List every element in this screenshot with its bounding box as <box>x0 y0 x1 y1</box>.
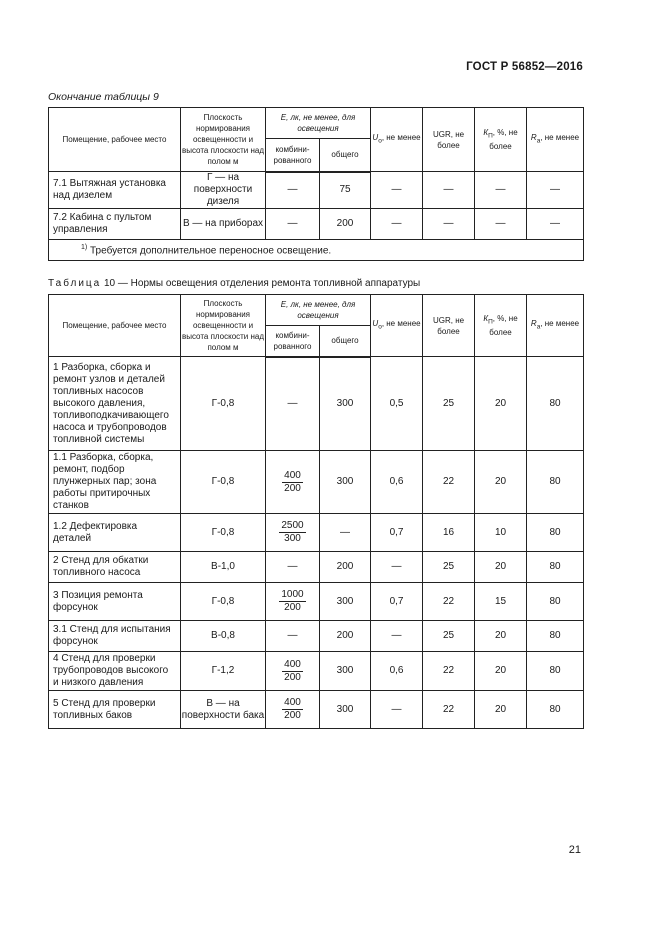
cell-combined: — <box>266 357 320 451</box>
cell-combined <box>266 691 320 729</box>
cell-combined <box>266 451 320 514</box>
header-ra: $R_a$, не менее <box>527 295 584 357</box>
cell-general: 200 <box>320 552 371 583</box>
cell-ra: — <box>527 172 584 209</box>
table-row <box>49 583 584 621</box>
cell-kp: 20 <box>475 621 527 652</box>
cell-uo: — <box>371 552 423 583</box>
cell-room: 7.2 Кабина с пультом управления <box>49 209 181 240</box>
header-ugr: UGR, не более <box>423 108 475 172</box>
fraction-numerator: 400 <box>284 658 301 670</box>
cell-room: 1.1 Разборка, сборка, ремонт, подбор плунжерных пар; зона работы притирочных станков <box>49 451 181 514</box>
cell-general: 300 <box>320 652 371 691</box>
cell-uo: 0,6 <box>371 652 423 691</box>
cell-uo: 0,7 <box>371 583 423 621</box>
fraction-denominator: 300 <box>284 533 301 544</box>
table-10 <box>48 294 584 729</box>
cell-room: 1 Разборка, сборка и ремонт узлов и деталей топливных насосов высокого давления, топливоподкачивающего насоса и трубопроводов топливной системы <box>49 357 181 451</box>
cell-uo: 0,6 <box>371 451 423 514</box>
cell-general: 300 <box>320 583 371 621</box>
table-row <box>49 652 584 691</box>
document-code: ГОСТ Р 56852—2016 <box>466 61 583 73</box>
header-ugr: UGR, не более <box>423 295 475 357</box>
cell-combined <box>266 583 320 621</box>
cell-plane: Г-0,8 <box>181 451 266 514</box>
cell-ra: 80 <box>527 652 584 691</box>
cell-ra: 80 <box>527 357 584 451</box>
cell-combined: — <box>266 172 320 209</box>
cell-ra: 80 <box>527 514 584 552</box>
cell-ugr: 22 <box>423 451 475 514</box>
cell-ra: 80 <box>527 691 584 729</box>
cell-plane: Г-0,8 <box>181 357 266 451</box>
table-row <box>49 209 584 240</box>
cell-plane: Г-1,2 <box>181 652 266 691</box>
cell-ugr: — <box>423 172 475 209</box>
cell-kp: — <box>475 172 527 209</box>
header-kp: $К_П$, %, не более <box>475 108 527 172</box>
header-uo: $U_o$, не менее <box>371 295 423 357</box>
cell-ugr: 25 <box>423 621 475 652</box>
cell-room: 3.1 Стенд для испытания форсунок <box>49 621 181 652</box>
cell-ugr: — <box>423 209 475 240</box>
cell-ugr: 25 <box>423 357 475 451</box>
fraction-numerator: 1000 <box>281 589 304 600</box>
cell-combined <box>266 514 320 552</box>
header-plane: Плоскость нормирования освещенности и высота плоскости над полом м <box>181 108 266 172</box>
header-general: общего <box>320 139 371 172</box>
page-number: 21 <box>568 844 581 856</box>
illuminance-fraction <box>282 470 303 495</box>
fraction-denominator: 200 <box>284 482 301 494</box>
cell-combined: — <box>266 552 320 583</box>
fraction-denominator: 200 <box>284 602 301 613</box>
cell-plane: Г — на поверхности дизеля <box>181 172 266 209</box>
cell-kp: 15 <box>475 583 527 621</box>
cell-general: 300 <box>320 451 371 514</box>
cell-ra: — <box>527 209 584 240</box>
fraction-denominator: 200 <box>284 671 301 683</box>
cell-kp: 20 <box>475 652 527 691</box>
illuminance-fraction <box>282 659 303 684</box>
header-uo: $U_o$, не менее <box>371 108 423 172</box>
header-illuminance: E, лк, не менее, для освещения <box>266 295 371 326</box>
cell-uo: — <box>371 621 423 652</box>
cell-plane: Г-0,8 <box>181 514 266 552</box>
cell-general: 300 <box>320 357 371 451</box>
cell-combined: — <box>266 621 320 652</box>
cell-kp: 20 <box>475 691 527 729</box>
table-row <box>49 621 584 652</box>
cell-plane: В-0,8 <box>181 621 266 652</box>
cell-uo: 0,7 <box>371 514 423 552</box>
header-ra: $R_a$, не менее <box>527 108 584 172</box>
cell-ugr: 25 <box>423 552 475 583</box>
header-kp: $К_П$, %, не более <box>475 295 527 357</box>
table-row <box>49 552 584 583</box>
table9-continuation-caption: Окончание таблицы 9 <box>48 91 159 103</box>
header-plane: Плоскость нормирования освещенности и высота плоскости над полом м <box>181 295 266 357</box>
header-combined: комбини-рованного <box>266 139 320 172</box>
illuminance-fraction <box>279 520 305 545</box>
cell-combined: — <box>266 209 320 240</box>
table-row <box>49 514 584 552</box>
cell-room: 2 Стенд для обкатки топливного насоса <box>49 552 181 583</box>
table-row <box>49 451 584 514</box>
cell-plane: Г-0,8 <box>181 583 266 621</box>
table-row <box>49 172 584 209</box>
cell-general: 200 <box>320 209 371 240</box>
cell-combined <box>266 652 320 691</box>
table-row <box>49 691 584 729</box>
cell-plane: В-1,0 <box>181 552 266 583</box>
cell-ugr: 22 <box>423 583 475 621</box>
cell-ra: 80 <box>527 451 584 514</box>
cell-kp: 20 <box>475 357 527 451</box>
fraction-numerator: 400 <box>284 697 301 708</box>
cell-general: 300 <box>320 691 371 729</box>
cell-general: 200 <box>320 621 371 652</box>
cell-ra: 80 <box>527 621 584 652</box>
cell-uo: 0,5 <box>371 357 423 451</box>
cell-kp: — <box>475 209 527 240</box>
cell-ra: 80 <box>527 552 584 583</box>
cell-kp: 10 <box>475 514 527 552</box>
cell-plane: В — на приборах <box>181 209 266 240</box>
cell-ugr: 22 <box>423 652 475 691</box>
cell-room: 3 Позиция ремонта форсунок <box>49 583 181 621</box>
illuminance-fraction <box>279 589 305 614</box>
cell-uo: — <box>371 172 423 209</box>
illuminance-fraction <box>282 697 303 722</box>
fraction-numerator: 2500 <box>281 520 304 531</box>
cell-kp: 20 <box>475 552 527 583</box>
header-illuminance: E, лк, не менее, для освещения <box>266 108 371 139</box>
table-row <box>49 357 584 451</box>
cell-kp: 20 <box>475 451 527 514</box>
cell-room: 4 Стенд для проверки трубопроводов высокого и низкого давления <box>49 652 181 691</box>
cell-uo: — <box>371 209 423 240</box>
header-combined: комбини-рованного <box>266 326 320 357</box>
fraction-numerator: 400 <box>284 469 301 481</box>
header-room: Помещение, рабочее место <box>49 108 181 172</box>
cell-room: 7.1 Вытяжная установка над дизелем <box>49 172 181 209</box>
fraction-denominator: 200 <box>284 710 301 721</box>
cell-uo: — <box>371 691 423 729</box>
cell-ugr: 16 <box>423 514 475 552</box>
cell-room: 1.2 Дефектировка деталей <box>49 514 181 552</box>
cell-ra: 80 <box>527 583 584 621</box>
table-9 <box>48 107 584 261</box>
cell-plane: В — на поверхности бака <box>181 691 266 729</box>
header-room: Помещение, рабочее место <box>49 295 181 357</box>
header-general: общего <box>320 326 371 357</box>
cell-ugr: 22 <box>423 691 475 729</box>
cell-room: 5 Стенд для проверки топливных баков <box>49 691 181 729</box>
table10-caption: Таблица 10 — Нормы освещения отделения ремонта топливной аппаратуры <box>48 278 421 289</box>
table9-footnote: $^{1)}$ Требуется дополнительное переносное освещение. <box>49 240 584 261</box>
cell-general: 75 <box>320 172 371 209</box>
cell-general: — <box>320 514 371 552</box>
